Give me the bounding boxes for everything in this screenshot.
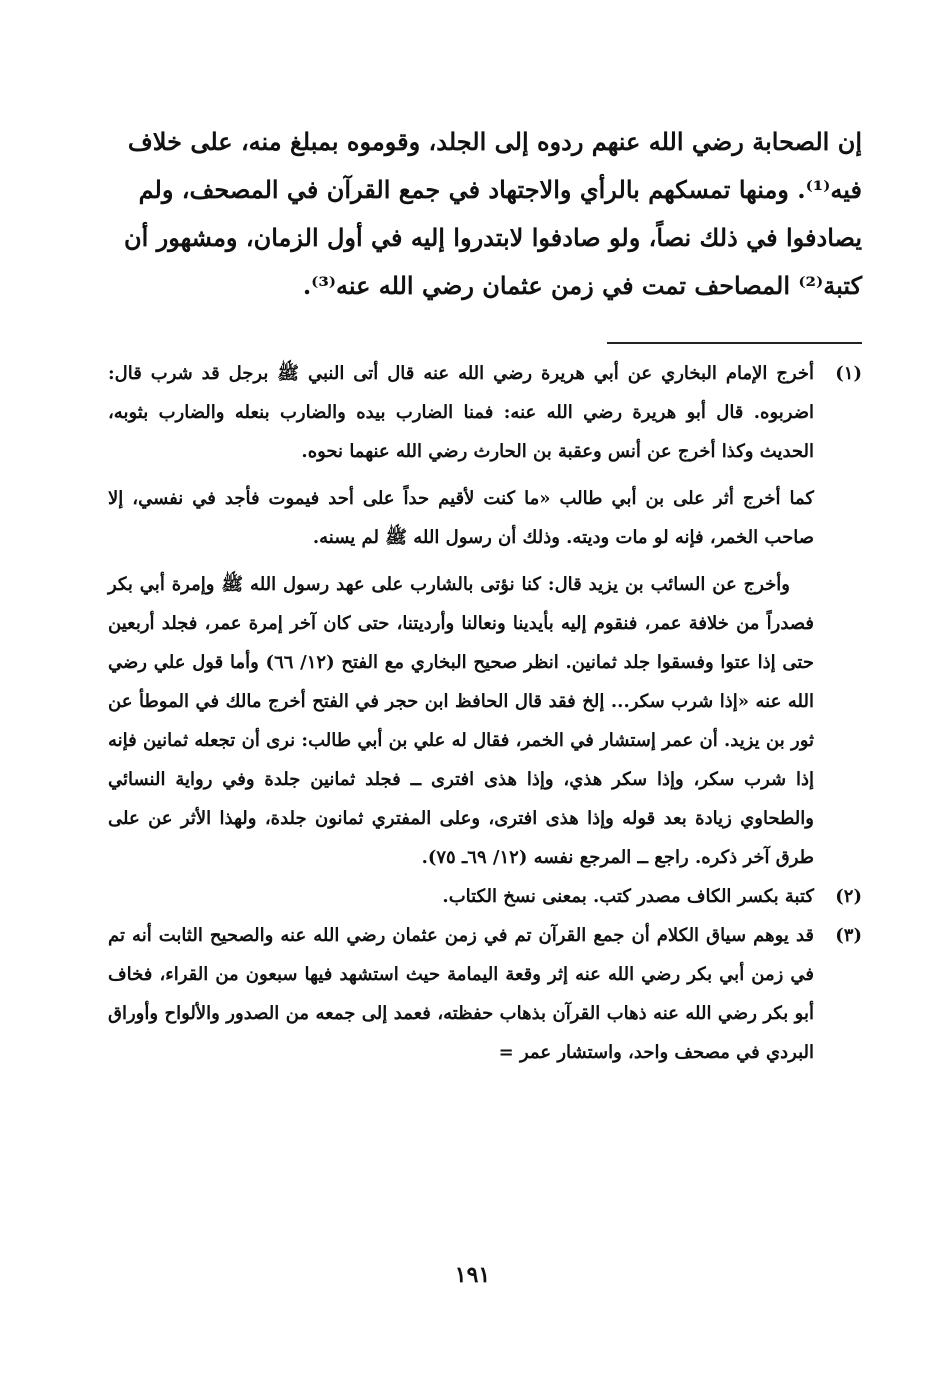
footnote-paragraph: قد يوهم سياق الكلام أن جمع القرآن تم في زمن عثمان رضي الله عنه والصحيح الثابت أنه تم في زمن أبي بكر رضي الله عنه إثر وقعة اليمامة حيث استشهد فيها سبعون من القراء، فخاف أبو بكر رضي الله عنه ذهاب القرآن بذهاب حفظته، فعمد إلى جمعه من الصدور والألواح وأوراق البردي في مصحف واحد، واستشار عمر =	[108, 925, 814, 1063]
main-text-line: يصادفوا في ذلك نصاً، ولو صادفوا لابتدروا إليه في أول الزمان، ومشهور أن	[123, 223, 862, 252]
footnote-3	[108, 916, 862, 1072]
footnote-1	[108, 354, 862, 877]
page-content	[108, 118, 862, 1072]
footnote-2	[108, 877, 862, 916]
footnote-paragraph: كما أخرج أثر على بن أبي طالب «ما كنت لأقيم حداً على أحد فيموت فأجد في نفسي، إلا صاحب الخمر، فإنه لو مات وديته. وذلك أن رسول الله ﷺ لم يسنه.	[108, 488, 814, 548]
footnotes	[108, 354, 862, 1072]
footnote-number: (٢)	[835, 886, 862, 907]
footnote-paragraph: كتبة بكسر الكاف مصدر كتب. بمعنى نسخ الكتاب.	[442, 886, 814, 907]
page-number: ١٩١	[454, 1262, 491, 1288]
main-text	[108, 118, 862, 310]
footnote-number: (٣)	[835, 925, 862, 946]
footnote-separator	[607, 342, 862, 344]
footnote-number: (١)	[835, 363, 862, 384]
footnote-paragraph: أخرج الإمام البخاري عن أبي هريرة رضي الله عنه قال أتى النبي ﷺ برجل قد شرب قال: اضربوه. قال أبو هريرة رضي الله عنه: فمنا الضارب بيده والضارب بنعله والضارب بثوبه، الحديث وكذا أخرج عن أنس وعقبة بن الحارث رضي الله عنهما نحوه.	[108, 363, 814, 462]
main-text-line: كتبة⁽²⁾ المصاحف تمت في زمن عثمان رضي الله عنه⁽³⁾.	[302, 271, 862, 300]
main-text-line: فيه⁽¹⁾. ومنها تمسكهم بالرأي والاجتهاد في جمع القرآن في المصحف، ولم	[138, 175, 862, 204]
main-text-line: إن الصحابة رضي الله عنهم ردوه إلى الجلد، وقوموه بمبلغ منه، على خلاف	[127, 127, 862, 156]
footnote-paragraph: وأخرج عن السائب بن يزيد قال: كنا نؤتى بالشارب على عهد رسول الله ﷺ وإمرة أبي بكر فصدراً من خلافة عمر، فنقوم إليه بأيدينا ونعالنا وأرديتنا، حتى كان آخر إمرة عمر، فجلد أربعين حتى إذا عتوا وفسقوا جلد ثمانين. انظر صحيح البخاري مع الفتح (١٢/ ٦٦) وأما قول علي رضي الله عنه «إذا شرب سكر... إلخ فقد قال الحافظ ابن حجر في الفتح أخرج مالك في الموطأ عن ثور بن يزيد. أن عمر إستشار في الخمر، فقال له علي بن أبي طالب: نرى أن تجعله ثمانين فإنه إذا شرب سكر، وإذا سكر هذي، وإذا هذى افترى ــ فجلد ثمانين جلدة وفي رواية النسائي والطحاوي زيادة بعد قوله وإذا هذى افترى، وعلى المفتري ثمانون جلدة، ولهذا الأثر عن على طرق آخر ذكره. راجع ــ المرجع نفسه (١٢/ ٦٩ـ ٧٥).	[108, 574, 814, 868]
